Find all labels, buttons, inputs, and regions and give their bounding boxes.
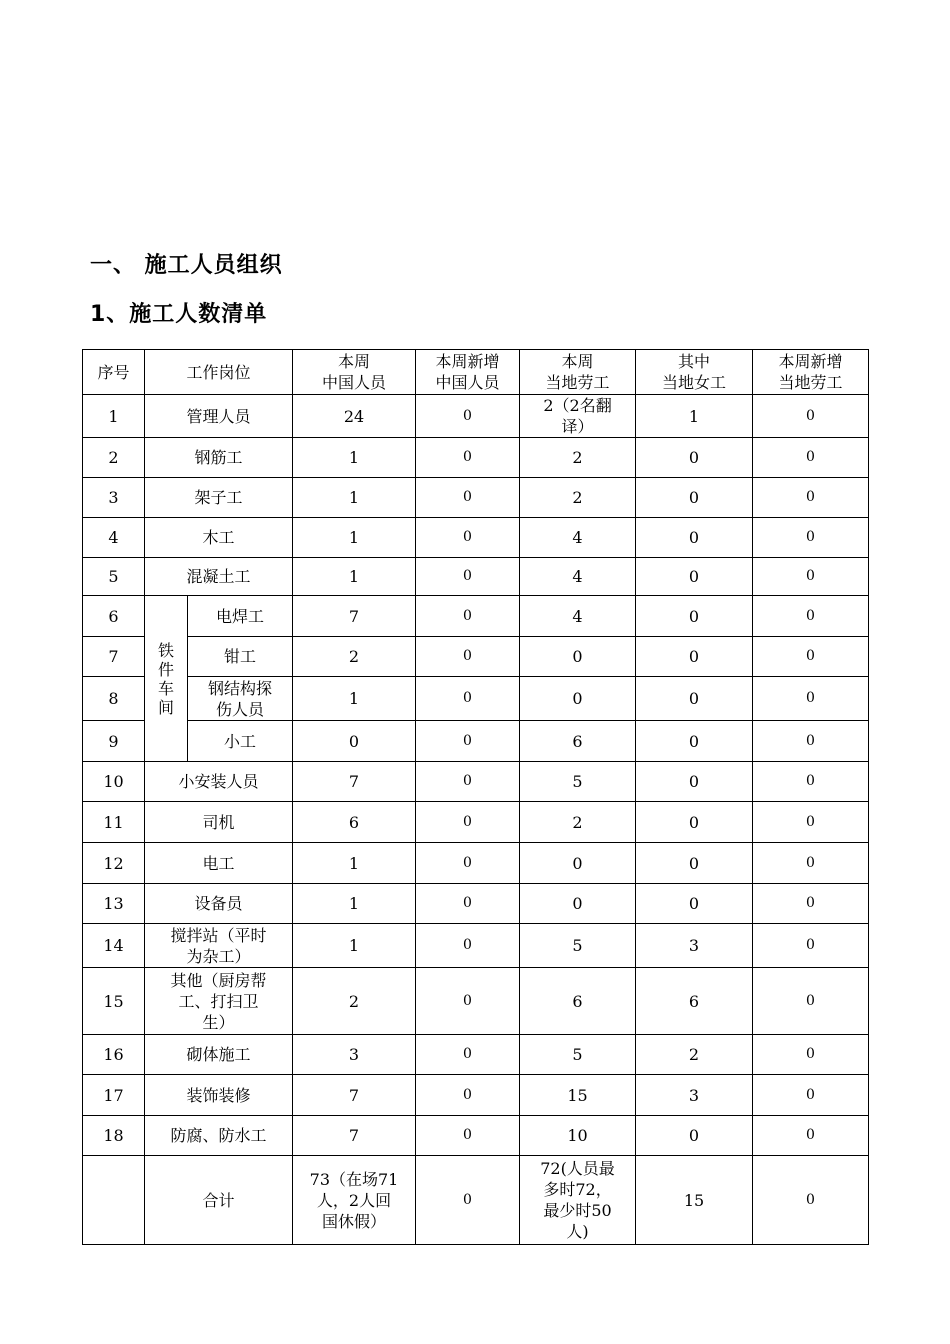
header-cn-new: 本周新增 中国人员 — [416, 350, 520, 395]
row-cn-week: 2 — [293, 968, 416, 1035]
table-header-row — [83, 350, 869, 395]
row-number: 16 — [83, 1035, 145, 1075]
row-local-week: 10 — [520, 1116, 636, 1156]
row-cn-week: 7 — [293, 1075, 416, 1116]
row-local-female: 0 — [636, 596, 753, 637]
table-row — [83, 968, 869, 1035]
row-number: 17 — [83, 1075, 145, 1116]
row-local-female: 0 — [636, 884, 753, 924]
row-local-female: 0 — [636, 802, 753, 843]
row-local-female: 0 — [636, 762, 753, 802]
row-number: 9 — [83, 721, 145, 762]
total-local-week: 72(人员最 多时72， 最少时50 人) — [520, 1156, 636, 1245]
row-cn-week: 1 — [293, 518, 416, 558]
row-cn-week: 1 — [293, 558, 416, 596]
row-local-new: 0 — [753, 802, 869, 843]
group-label-iron-workshop: 铁 件 车 间 — [145, 596, 188, 762]
row-cn-week: 7 — [293, 1116, 416, 1156]
total-number — [83, 1156, 145, 1245]
row-cn-new: 0 — [416, 596, 520, 637]
row-position: 小工 — [188, 721, 293, 762]
row-local-week: 5 — [520, 924, 636, 968]
row-local-new: 0 — [753, 518, 869, 558]
row-position: 司机 — [145, 802, 293, 843]
row-cn-new: 0 — [416, 802, 520, 843]
row-cn-new: 0 — [416, 478, 520, 518]
row-local-week: 0 — [520, 677, 636, 721]
table-row — [83, 721, 869, 762]
row-local-female: 3 — [636, 1075, 753, 1116]
row-position: 电焊工 — [188, 596, 293, 637]
row-local-week: 15 — [520, 1075, 636, 1116]
row-local-new: 0 — [753, 721, 869, 762]
row-local-female: 0 — [636, 677, 753, 721]
row-position: 钳工 — [188, 637, 293, 677]
row-local-female: 0 — [636, 843, 753, 884]
row-position: 木工 — [145, 518, 293, 558]
header-no: 序号 — [83, 350, 145, 395]
row-position: 混凝土工 — [145, 558, 293, 596]
row-local-female: 0 — [636, 438, 753, 478]
table-row — [83, 924, 869, 968]
row-cn-week: 7 — [293, 596, 416, 637]
row-local-new: 0 — [753, 1075, 869, 1116]
row-local-female: 0 — [636, 1116, 753, 1156]
row-local-week: 6 — [520, 721, 636, 762]
row-cn-new: 0 — [416, 677, 520, 721]
row-local-new: 0 — [753, 924, 869, 968]
row-local-week: 5 — [520, 1035, 636, 1075]
row-position: 钢筋工 — [145, 438, 293, 478]
row-local-new: 0 — [753, 968, 869, 1035]
table-row — [83, 843, 869, 884]
row-local-female: 3 — [636, 924, 753, 968]
table-row — [83, 478, 869, 518]
row-local-week: 2 — [520, 438, 636, 478]
row-position: 小安装人员 — [145, 762, 293, 802]
section-heading: 一、 施工人员组织 — [90, 253, 283, 278]
table-row — [83, 1035, 869, 1075]
row-cn-week: 1 — [293, 677, 416, 721]
table-row — [83, 596, 869, 637]
header-position: 工作岗位 — [145, 350, 293, 395]
row-position: 防腐、防水工 — [145, 1116, 293, 1156]
row-local-female: 0 — [636, 637, 753, 677]
personnel-table — [82, 349, 869, 1245]
row-local-female: 0 — [636, 558, 753, 596]
row-cn-new: 0 — [416, 558, 520, 596]
table-row — [83, 884, 869, 924]
row-position: 管理人员 — [145, 395, 293, 438]
row-cn-new: 0 — [416, 924, 520, 968]
row-local-female: 1 — [636, 395, 753, 438]
row-number: 11 — [83, 802, 145, 843]
table-row — [83, 395, 869, 438]
total-local-female: 15 — [636, 1156, 753, 1245]
row-number: 8 — [83, 677, 145, 721]
row-local-new: 0 — [753, 677, 869, 721]
row-cn-new: 0 — [416, 1075, 520, 1116]
row-cn-new: 0 — [416, 637, 520, 677]
row-local-new: 0 — [753, 558, 869, 596]
header-cn-week: 本周 中国人员 — [293, 350, 416, 395]
table-row — [83, 762, 869, 802]
row-cn-week: 1 — [293, 843, 416, 884]
row-local-new: 0 — [753, 843, 869, 884]
table-row — [83, 1075, 869, 1116]
table-row — [83, 637, 869, 677]
row-local-new: 0 — [753, 637, 869, 677]
row-local-female: 0 — [636, 721, 753, 762]
total-local-new: 0 — [753, 1156, 869, 1245]
row-cn-week: 1 — [293, 924, 416, 968]
row-cn-week: 1 — [293, 438, 416, 478]
row-cn-new: 0 — [416, 843, 520, 884]
row-local-week: 5 — [520, 762, 636, 802]
row-cn-week: 2 — [293, 637, 416, 677]
row-number: 6 — [83, 596, 145, 637]
row-local-new: 0 — [753, 596, 869, 637]
row-local-female: 2 — [636, 1035, 753, 1075]
row-local-new: 0 — [753, 1035, 869, 1075]
row-local-week: 0 — [520, 843, 636, 884]
row-local-week: 2 — [520, 478, 636, 518]
row-cn-new: 0 — [416, 395, 520, 438]
row-number: 14 — [83, 924, 145, 968]
row-cn-week: 7 — [293, 762, 416, 802]
row-cn-week: 3 — [293, 1035, 416, 1075]
row-number: 4 — [83, 518, 145, 558]
row-cn-new: 0 — [416, 884, 520, 924]
row-local-week: 4 — [520, 596, 636, 637]
row-number: 12 — [83, 843, 145, 884]
row-cn-new: 0 — [416, 721, 520, 762]
row-number: 7 — [83, 637, 145, 677]
row-local-new: 0 — [753, 762, 869, 802]
row-number: 3 — [83, 478, 145, 518]
row-position: 钢结构探 伤人员 — [188, 677, 293, 721]
row-local-new: 0 — [753, 884, 869, 924]
total-row — [83, 1156, 869, 1245]
header-local-new: 本周新增 当地劳工 — [753, 350, 869, 395]
row-cn-new: 0 — [416, 1116, 520, 1156]
row-cn-new: 0 — [416, 1035, 520, 1075]
row-number: 1 — [83, 395, 145, 438]
row-cn-new: 0 — [416, 438, 520, 478]
row-cn-week: 1 — [293, 884, 416, 924]
row-position: 电工 — [145, 843, 293, 884]
row-local-week: 2（2名翻 译） — [520, 395, 636, 438]
row-local-week: 4 — [520, 558, 636, 596]
total-cn-week: 73（在场71 人，2人回 国休假） — [293, 1156, 416, 1245]
total-label: 合计 — [145, 1156, 293, 1245]
row-number: 10 — [83, 762, 145, 802]
row-local-new: 0 — [753, 395, 869, 438]
row-local-female: 0 — [636, 518, 753, 558]
row-local-female: 6 — [636, 968, 753, 1035]
subsection-heading: 1、施工人数清单 — [90, 302, 268, 327]
row-number: 2 — [83, 438, 145, 478]
row-local-week: 0 — [520, 637, 636, 677]
row-local-week: 6 — [520, 968, 636, 1035]
row-cn-week: 6 — [293, 802, 416, 843]
row-local-new: 0 — [753, 1116, 869, 1156]
header-local-week: 本周 当地劳工 — [520, 350, 636, 395]
row-local-week: 0 — [520, 884, 636, 924]
row-cn-week: 24 — [293, 395, 416, 438]
row-cn-new: 0 — [416, 968, 520, 1035]
total-cn-new: 0 — [416, 1156, 520, 1245]
table-row — [83, 677, 869, 721]
row-number: 18 — [83, 1116, 145, 1156]
header-local-female: 其中 当地女工 — [636, 350, 753, 395]
row-cn-new: 0 — [416, 518, 520, 558]
table-row — [83, 558, 869, 596]
table-row — [83, 518, 869, 558]
row-local-female: 0 — [636, 478, 753, 518]
table-row — [83, 802, 869, 843]
row-cn-week: 0 — [293, 721, 416, 762]
row-number: 13 — [83, 884, 145, 924]
table-row — [83, 1116, 869, 1156]
row-local-week: 2 — [520, 802, 636, 843]
row-local-new: 0 — [753, 478, 869, 518]
row-position: 砌体施工 — [145, 1035, 293, 1075]
row-position: 设备员 — [145, 884, 293, 924]
row-number: 15 — [83, 968, 145, 1035]
row-number: 5 — [83, 558, 145, 596]
table-row — [83, 438, 869, 478]
row-cn-new: 0 — [416, 762, 520, 802]
row-position: 搅拌站（平时 为杂工） — [145, 924, 293, 968]
row-position: 其他（厨房帮 工、打扫卫 生） — [145, 968, 293, 1035]
row-local-new: 0 — [753, 438, 869, 478]
row-position: 架子工 — [145, 478, 293, 518]
row-local-week: 4 — [520, 518, 636, 558]
row-cn-week: 1 — [293, 478, 416, 518]
row-position: 装饰装修 — [145, 1075, 293, 1116]
